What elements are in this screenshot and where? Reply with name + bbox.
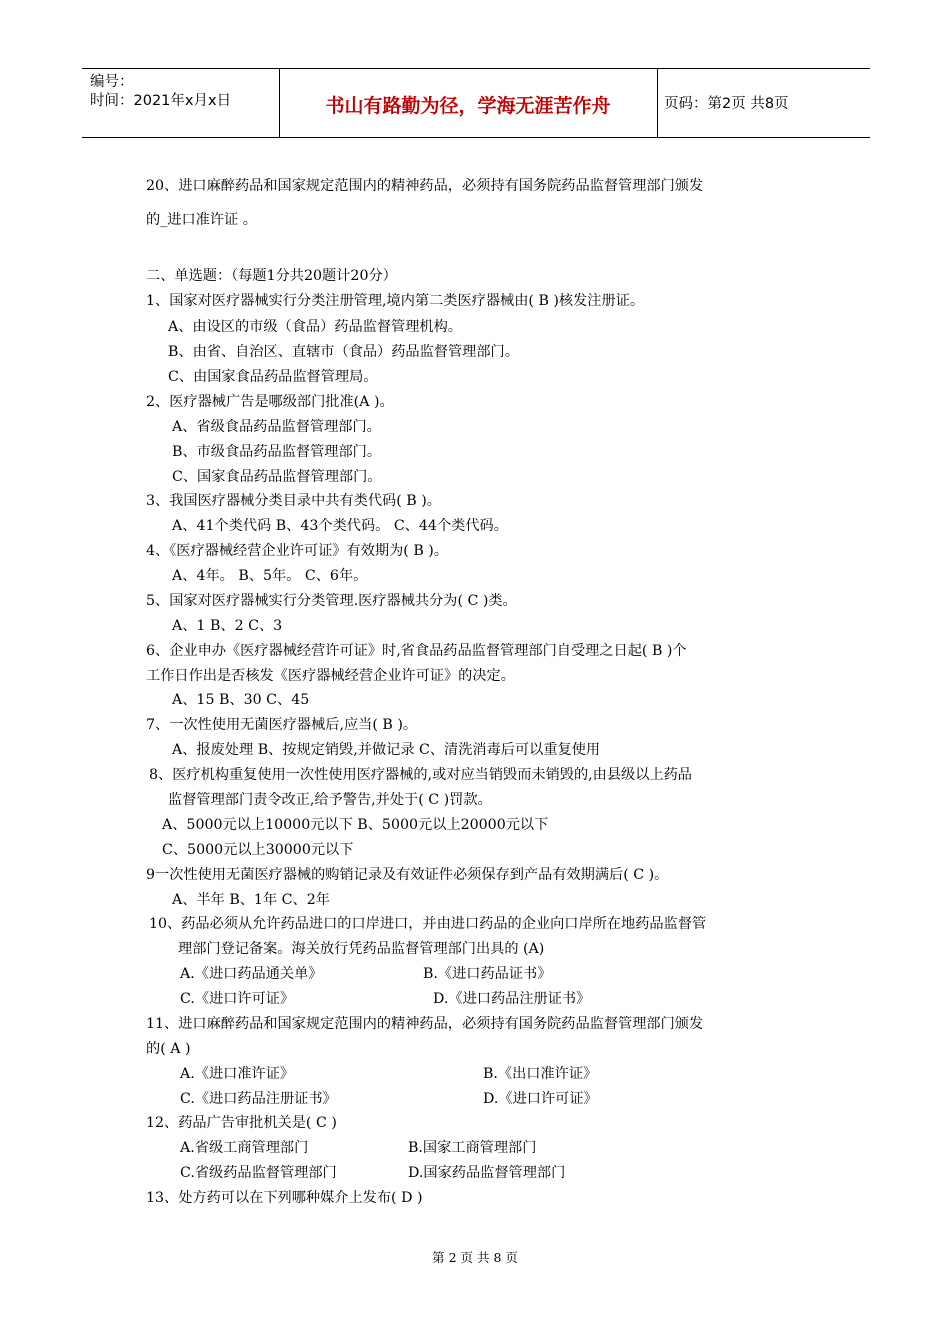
option-line: C、国家食品药品监督管理部门。	[172, 469, 382, 485]
question-line: 7、一次性使用无菌医疗器械后,应当( B )。	[146, 717, 418, 733]
question-line: 12、药品广告审批机关是( C )	[146, 1115, 337, 1131]
header-meta	[90, 73, 231, 111]
option-line: A、省级食品药品监督管理部门。	[172, 419, 381, 435]
option-line: B.《出口准许证》	[483, 1066, 598, 1082]
option-line: C.省级药品监督管理部门	[180, 1165, 337, 1181]
option-line: A、15 B、30 C、45	[172, 692, 310, 708]
option-line: A、由设区的市级（食品）药品监督管理机构。	[168, 319, 462, 335]
option-line: A.《进口准许证》	[180, 1066, 295, 1082]
option-line: D.国家药品监督管理部门	[408, 1165, 566, 1181]
section-heading: 二、单选题：（每题1分共20题计20分）	[146, 268, 397, 284]
question-line: 10、药品必须从允许药品进口的口岸进口，并由进口药品的企业向口岸所在地药品监督管	[149, 916, 707, 932]
date-label: 时间：2021年x月x日	[90, 93, 232, 109]
question-line: 的_进口准许证 。	[146, 212, 257, 228]
option-line: A.省级工商管理部门	[180, 1140, 309, 1156]
number-label: 编号：	[90, 74, 134, 90]
option-line: A、41个类代码 B、43个类代码。 C、44个类代码。	[172, 518, 508, 534]
question-line: 13、处方药可以在下列哪种媒介上发布( D )	[146, 1190, 423, 1206]
option-line: D.《进口许可证》	[483, 1091, 598, 1107]
option-line: C.《进口许可证》	[180, 991, 295, 1007]
question-line: 5、国家对医疗器械实行分类管理.医疗器械共分为( C )类。	[146, 593, 517, 609]
question-line: 9一次性使用无菌医疗器械的购销记录及有效证件必须保存到产品有效期满后( C )。	[146, 867, 669, 883]
question-line: 20、进口麻醉药品和国家规定范围内的精神药品，必须持有国务院药品监督管理部门颁发	[146, 178, 704, 194]
option-line: B、市级食品药品监督管理部门。	[172, 444, 382, 460]
question-line: 1、国家对医疗器械实行分类注册管理,境内第二类医疗器械由( B )核发注册证。	[146, 293, 645, 309]
header-page-label: 页码：第2页 共8页	[664, 96, 789, 112]
page-footer: 第 2 页 共 8 页	[432, 1250, 518, 1265]
question-line: 3、我国医疗器械分类目录中共有类代码( B )。	[146, 493, 441, 509]
question-line: 4、《医疗器械经营企业许可证》有效期为( B )。	[146, 543, 449, 559]
question-line: 11、进口麻醉药品和国家规定范围内的精神药品，必须持有国务院药品监督管理部门颁发	[146, 1016, 704, 1032]
question-line: 工作日作出是否核发《医疗器械经营企业许可证》的决定。	[146, 668, 515, 684]
option-line: B.国家工商管理部门	[408, 1140, 537, 1156]
option-line: B.《进口药品证书》	[423, 966, 552, 982]
option-line: C、由国家食品药品监督管理局。	[168, 369, 378, 385]
option-line: A、报废处理 B、按规定销毁,并做记录 C、清洗消毒后可以重复使用	[172, 742, 601, 758]
option-line: B、由省、自治区、直辖市（食品）药品监督管理部门。	[168, 344, 519, 360]
question-line: 2、医疗器械广告是哪级部门批准(A )。	[146, 394, 394, 410]
header-motto: 书山有路勤为径，学海无涯苦作舟	[325, 95, 611, 117]
question-line: 监督管理部门责令改正,给予警告,并处于( C )罚款。	[168, 792, 492, 808]
question-line: 6、企业申办《医疗器械经营许可证》时,省食品药品监督管理部门自受理之日起( B )个	[146, 643, 687, 659]
question-line: 8、医疗机构重复使用一次性使用医疗器械的,或对应当销毁而未销毁的,由县级以上药品	[149, 767, 692, 783]
option-line: C、5000元以上30000元以下	[162, 842, 354, 858]
question-line: 理部门登记备案。海关放行凭药品监督管理部门出具的 (A)	[178, 941, 545, 957]
option-line: C.《进口药品注册证书》	[180, 1091, 337, 1107]
header-divider	[657, 69, 658, 137]
option-line: D.《进口药品注册证书》	[433, 991, 591, 1007]
option-line: A、4年。 B、5年。 C、6年。	[172, 568, 368, 584]
question-line: 的( A )	[146, 1041, 191, 1057]
option-line: A.《进口药品通关单》	[180, 966, 323, 982]
option-line: A、5000元以上10000元以下 B、5000元以上20000元以下	[162, 817, 549, 833]
page-header	[82, 68, 870, 138]
option-line: A、半年 B、1年 C、2年	[172, 892, 330, 908]
option-line: A、1 B、2 C、3	[172, 618, 283, 634]
